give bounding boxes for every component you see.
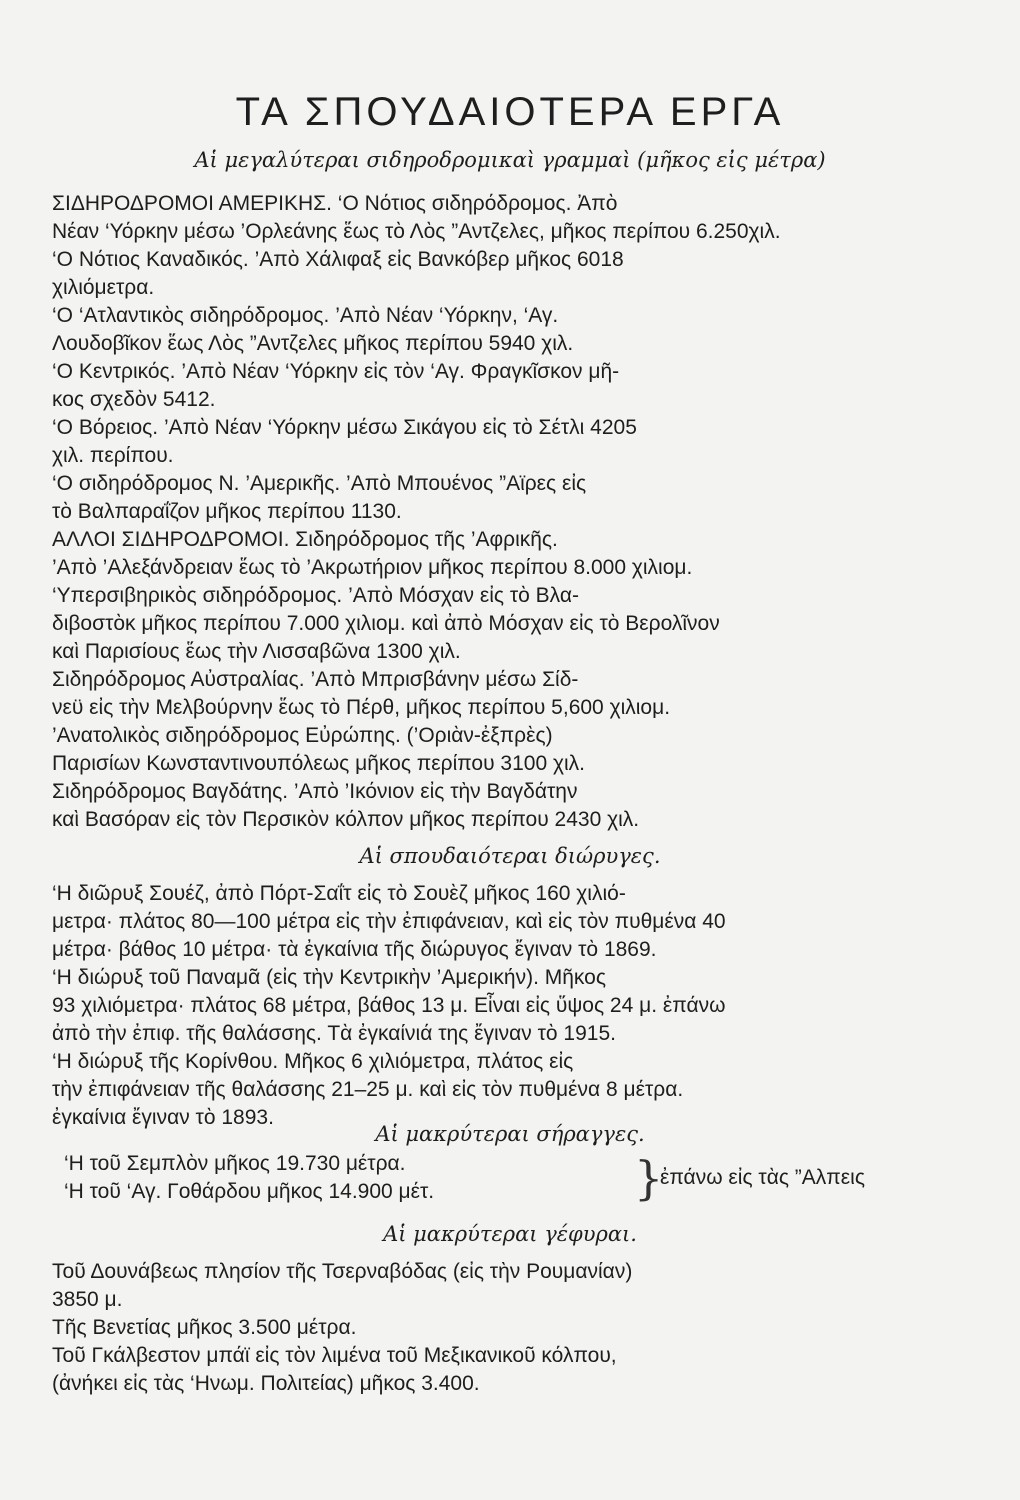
- canal-line: μέτρα· βάθος 10 μέτρα· τὰ ἐγκαίνια τῆς διώρυγος ἔγιναν τὸ 1869.: [52, 938, 657, 961]
- railway-line: ‘Ο σιδηρόδρομος Ν. ’Αμερικῆς. ’Απὸ Μπουένος ”Αϊρες εἰς: [52, 472, 587, 495]
- railways-heading: Αἱ μεγαλύτεραι σιδηροδρομικαὶ γραμμαὶ (μῆκος εἰς μέτρα): [194, 148, 826, 172]
- railway-line: καὶ Βασόραν εἰς τὸν Περσικὸν κόλπον μῆκος περίπου 2430 χιλ.: [52, 808, 640, 831]
- bridges-heading: Αἱ μακρύτεραι γέφυραι.: [383, 1222, 637, 1246]
- railway-line: ‘Ο ‘Ατλαντικὸς σιδηρόδρομος. ’Απὸ Νέαν ‘Υόρκην, ‘Αγ.: [52, 304, 559, 327]
- tunnels-heading: Αἱ μακρύτεραι σήραγγες.: [375, 1122, 645, 1146]
- bridge-line: Τῆς Βενετίας μῆκος 3.500 μέτρα.: [52, 1316, 357, 1339]
- bridge-line: Τοῦ Δουνάβεως πλησίον τῆς Τσερναβόδας (εἰς τὴν Ρουμανίαν): [52, 1260, 633, 1283]
- canal-line: 93 χιλιόμετρα· πλάτος 68 μέτρα, βάθος 13 μ. Εἶναι εἰς ὕψος 24 μ. ἐπάνω: [52, 994, 726, 1017]
- railway-line: Λουδοβῖκον ἕως Λὸς ”Αντζελες μῆκος περίπου 5940 χιλ.: [52, 332, 574, 355]
- canal-line: τὴν ἐπιφάνειαν τῆς θαλάσσης 21–25 μ. καὶ εἰς τὸν πυθμένα 8 μέτρα.: [52, 1078, 684, 1101]
- tunnel-line: ‘Η τοῦ Σεμπλὸν μῆκος 19.730 μέτρα.: [64, 1152, 406, 1175]
- bridge-line: (ἀνήκει εἰς τὰς ‘Ηνωμ. Πολιτείας) μῆκος 3.400.: [52, 1372, 480, 1395]
- brace-symbol: }: [634, 1151, 664, 1205]
- railway-line: ‘Ο Κεντρικός. ’Απὸ Νέαν ‘Υόρκην εἰς τὸν ‘Αγ. Φραγκῖσκον μῆ-: [52, 360, 620, 383]
- canal-line: ἀπὸ τὴν ἐπιφ. τῆς θαλάσσης. Τὰ ἐγκαίνιά της ἔγιναν τὸ 1915.: [52, 1022, 616, 1045]
- canal-line: ‘Η διῶρυξ Σουέζ, ἀπὸ Πόρτ-Σαΐτ εἰς τὸ Σουὲζ μῆκος 160 χιλιό-: [52, 882, 626, 905]
- railway-line: Σιδηρόδρομος Βαγδάτης. ’Απὸ ’Ικόνιον εἰς τὴν Βαγδάτην: [52, 780, 578, 803]
- canal-line: ἐγκαίνια ἔγιναν τὸ 1893.: [52, 1106, 274, 1129]
- railway-line: χιλιόμετρα.: [52, 276, 155, 299]
- railway-line: τὸ Βαλπαραΐζον μῆκος περίπου 1130.: [52, 500, 402, 523]
- canals-heading: Αἱ σπουδαιότεραι διώρυγες.: [359, 844, 661, 868]
- railway-line: ’Ανατολικὸς σιδηρόδρομος Εὐρώπης. (’Οριὰν-ἐξπρὲς): [52, 724, 553, 747]
- railway-line: Σιδηρόδρομος Αὐστραλίας. ’Απὸ Μπρισβάνην μέσω Σίδ-: [52, 668, 579, 691]
- railway-line: χιλ. περίπου.: [52, 444, 174, 467]
- railway-line: ‘Υπερσιβηρικὸς σιδηρόδρομος. ’Απὸ Μόσχαν εἰς τὸ Βλα-: [52, 584, 579, 607]
- canal-line: ‘Η διώρυξ τῆς Κορίνθου. Μῆκος 6 χιλιόμετρα, πλάτος εἰς: [52, 1050, 574, 1073]
- canal-line: ‘Η διώρυξ τοῦ Παναμᾶ (εἰς τὴν Κεντρικὴν ’Αμερικήν). Μῆκος: [52, 966, 606, 989]
- canal-line: μετρα· πλάτος 80—100 μέτρα εἰς τὴν ἐπιφάνειαν, καὶ εἰς τὸν πυθμένα 40: [52, 910, 726, 933]
- railway-line: ΣΙΔΗΡΟΔΡΟΜΟΙ ΑΜΕΡΙΚΗΣ. ‘Ο Νότιος σιδηρόδρομος. Ἀπὸ: [52, 192, 618, 215]
- tunnel-note: ἐπάνω εἰς τὰς ”Αλπεις: [660, 1166, 865, 1189]
- railway-line: κος σχεδὸν 5412.: [52, 388, 216, 411]
- railway-line: ’Απὸ ’Αλεξάνδρειαν ἕως τὸ ’Ακρωτήριον μῆκος περίπου 8.000 χιλιομ.: [52, 556, 693, 579]
- railway-line: καὶ Παρισίους ἕως τὴν Λισσαβῶνα 1300 χιλ.: [52, 640, 461, 663]
- railway-line: ‘Ο Νότιος Καναδικός. ’Απὸ Χάλιφαξ εἰς Βανκόβερ μῆκος 6018: [52, 248, 624, 271]
- bridge-line: 3850 μ.: [52, 1288, 123, 1311]
- railway-line: νεϋ εἰς τὴν Μελβούρνην ἕως τὸ Πέρθ, μῆκος περίπου 5,600 χιλιομ.: [52, 696, 671, 719]
- tunnel-line: ‘Η τοῦ ‘Αγ. Γοθάρδου μῆκος 14.900 μέτ.: [64, 1180, 435, 1203]
- railway-line: διβοστὸκ μῆκος περίπου 7.000 χιλιομ. καὶ ἀπὸ Μόσχαν εἰς τὸ Βερολῖνον: [52, 612, 720, 635]
- railway-line: Νέαν ‘Υόρκην μέσω ’Ορλεάνης ἕως τὸ Λὸς ”Αντζελες, μῆκος περίπου 6.250χιλ.: [52, 220, 781, 243]
- bridge-line: Τοῦ Γκάλβεστον μπάϊ εἰς τὸν λιμένα τοῦ Μεξικανικοῦ κόλπου,: [52, 1344, 617, 1367]
- railway-line: Παρισίων Κωνσταντινουπόλεως μῆκος περίπου 3100 χιλ.: [52, 752, 586, 775]
- railway-line: ‘Ο Βόρειος. ’Απὸ Νέαν ‘Υόρκην μέσω Σικάγου εἰς τὸ Σέτλι 4205: [52, 416, 637, 439]
- page-title: ΤΑ ΣΠΟΥΔΑΙΟΤΕΡΑ ΕΡΓΑ: [235, 90, 785, 134]
- railway-line: ΑΛΛΟΙ ΣΙΔΗΡΟΔΡΟΜΟΙ. Σιδηρόδρομος τῆς ’Αφρικῆς.: [52, 528, 558, 551]
